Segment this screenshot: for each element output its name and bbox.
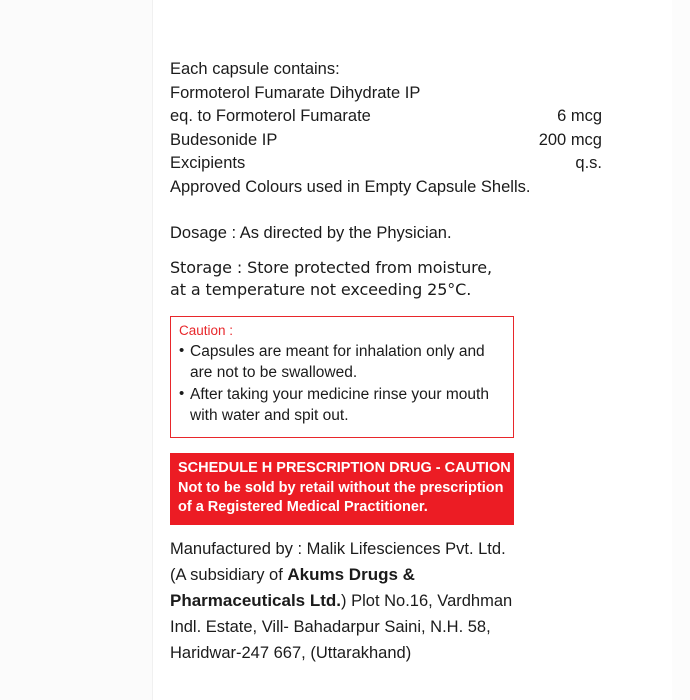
panel-right-margin xyxy=(672,0,690,700)
manufacturer-line-5: Haridwar-247 667, (Uttarakhand) xyxy=(170,644,412,662)
composition-row xyxy=(170,152,602,176)
schedule-line-1: SCHEDULE H PRESCRIPTION DRUG - CAUTION xyxy=(178,460,511,476)
address-part-1: ) Plot No.16, Vardhman xyxy=(341,592,513,610)
bullet-icon: • xyxy=(179,385,185,402)
caution-item-line-2: are not to be swallowed. xyxy=(190,364,358,381)
schedule-h-warning-banner xyxy=(170,453,514,525)
composition-ingredient: Formoterol Fumarate Dihydrate IP xyxy=(170,83,421,102)
subsidiary-prefix: (A subsidiary of xyxy=(170,566,288,584)
caution-item xyxy=(179,384,503,426)
storage-line-2: at a temperature not exceeding 25°C. xyxy=(170,280,472,299)
composition-amount: 200 mcg xyxy=(538,130,602,149)
caution-item xyxy=(179,341,503,383)
composition-block xyxy=(170,58,602,199)
panel-left-margin xyxy=(0,0,153,700)
schedule-line-3: of a Registered Medical Practitioner. xyxy=(178,499,428,515)
composition-row xyxy=(170,105,602,129)
bullet-icon: • xyxy=(179,342,185,359)
manufacturer-line-2 xyxy=(170,562,550,588)
composition-heading: Each capsule contains: xyxy=(170,60,340,78)
manufacturer-line-1: Manufactured by : Malik Lifesciences Pvt. Ltd. xyxy=(170,540,506,558)
storage-block xyxy=(170,257,492,301)
composition-amount: 6 mcg xyxy=(557,107,602,125)
storage-line-1: Storage : Store protected from moisture, xyxy=(170,258,493,277)
caution-box xyxy=(170,316,514,438)
composition-amount: q.s. xyxy=(575,154,602,172)
manufacturer-block xyxy=(170,536,550,666)
composition-row xyxy=(170,82,570,106)
caution-item-line-2: with water and spit out. xyxy=(190,407,349,424)
caution-list xyxy=(179,341,503,426)
caution-item-line-1: Capsules are meant for inhalation only and xyxy=(190,343,485,360)
caution-item-line-1: After taking your medicine rinse your mouth xyxy=(190,386,489,403)
manufacturer-line-3 xyxy=(170,588,550,614)
composition-ingredient: Excipients xyxy=(170,154,246,172)
composition-row xyxy=(170,129,602,153)
schedule-line-2: Not to be sold by retail without the prescription xyxy=(178,479,504,496)
parent-company-name-part-2: Pharmaceuticals Ltd. xyxy=(170,591,342,610)
composition-colours-note: Approved Colours used in Empty Capsule Shells. xyxy=(170,177,531,196)
label-content xyxy=(170,0,670,700)
dosage-text: Dosage : As directed by the Physician. xyxy=(170,224,452,242)
manufacturer-line-4: Indl. Estate, Vill- Bahadarpur Saini, N.H. 58, xyxy=(170,618,491,636)
caution-title: Caution : xyxy=(179,323,234,338)
composition-ingredient: eq. to Formoterol Fumarate xyxy=(170,107,371,125)
parent-company-name-part-1: Akums Drugs & xyxy=(287,565,415,584)
composition-ingredient: Budesonide IP xyxy=(170,130,278,149)
